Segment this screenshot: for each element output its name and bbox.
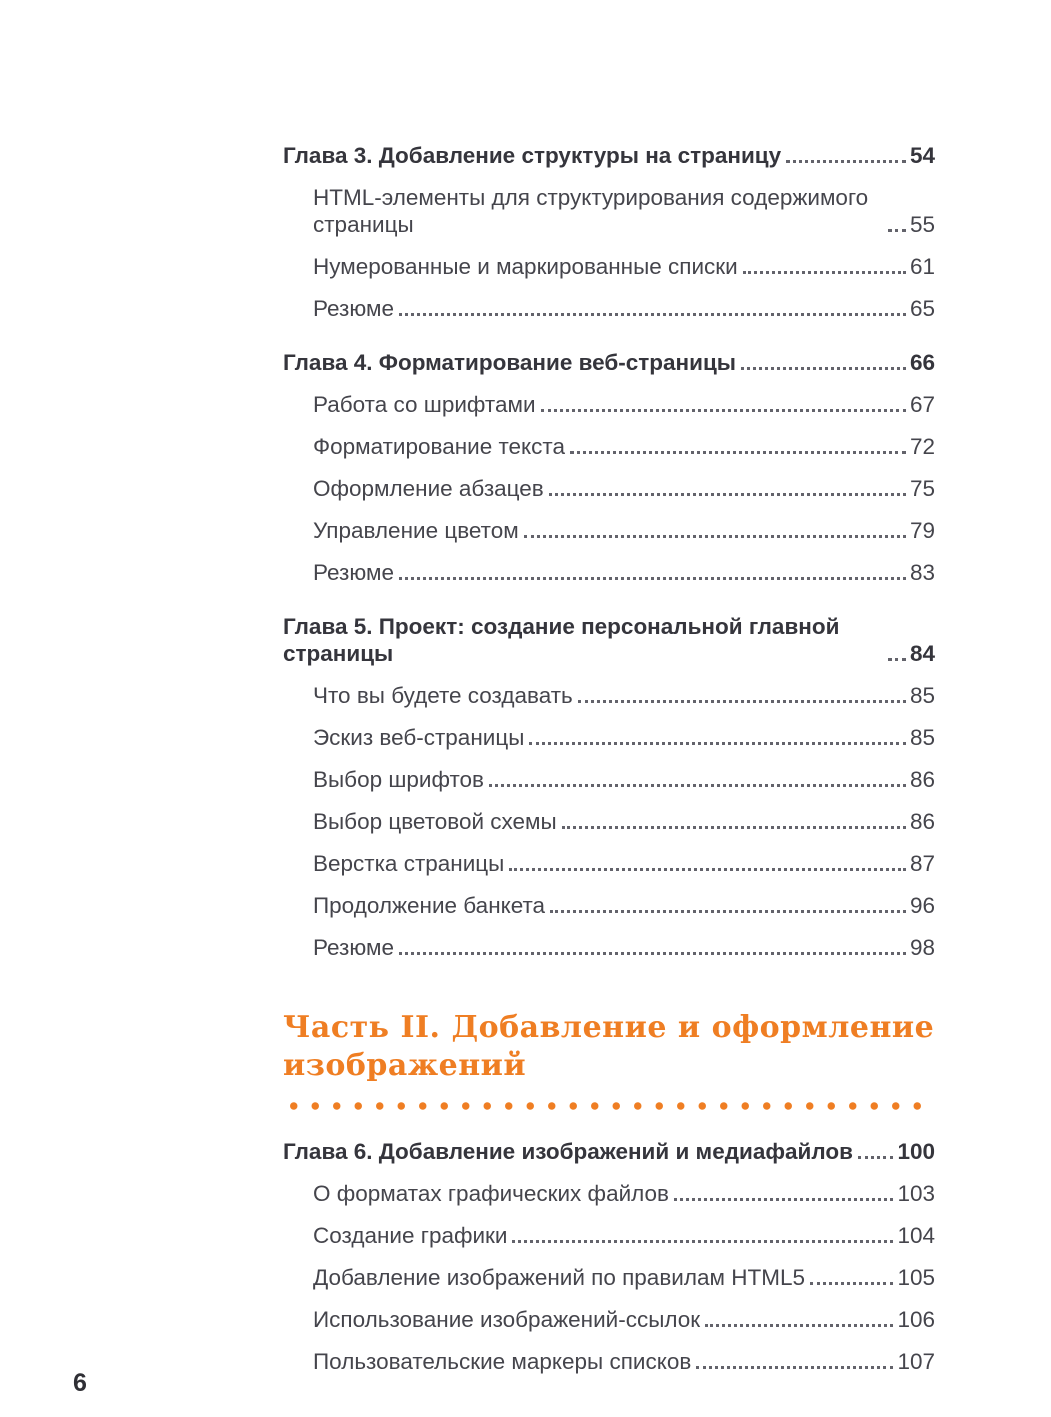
toc-title: Эскиз веб-страницы — [313, 725, 525, 750]
toc-entry-row — [283, 433, 935, 460]
toc-title: Использование изображений-ссылок — [313, 1307, 701, 1332]
dot-leader — [888, 229, 906, 232]
dot-leader — [399, 313, 906, 316]
toc-entry-row — [283, 391, 935, 418]
toc-entry-row — [283, 295, 935, 322]
dot-leader — [489, 784, 906, 787]
toc-title: Глава 6. Добавление изображений и медиафайлов — [283, 1139, 853, 1164]
toc-chapter-row — [283, 613, 935, 667]
toc-page-ref: 54 — [909, 143, 935, 168]
dot-leader — [578, 700, 906, 703]
toc-chapter-row — [283, 142, 935, 169]
dot-leader — [512, 1240, 893, 1243]
part-heading: Часть II. Добавление и оформление изображений — [283, 1010, 935, 1083]
toc-entry-row — [283, 682, 935, 709]
toc-page-ref: 86 — [909, 809, 935, 834]
toc-page-ref: 106 — [897, 1307, 935, 1332]
toc-page-ref: 85 — [909, 725, 935, 750]
dot-leader — [696, 1366, 893, 1369]
dot-leader — [570, 451, 906, 454]
dot-leader — [705, 1324, 893, 1327]
dot-leader — [550, 910, 906, 913]
toc-page-ref: 83 — [909, 560, 935, 585]
toc-title: Управление цветом — [313, 518, 519, 543]
dot-leader — [399, 577, 906, 580]
toc-title: Работа со шрифтами — [313, 392, 536, 417]
toc-entry-row — [283, 1222, 935, 1249]
toc-title: Оформление абзацев — [313, 476, 544, 501]
dot-leader — [786, 160, 906, 163]
dot-leader — [810, 1282, 893, 1285]
toc-title: Создание графики — [313, 1223, 508, 1248]
toc-title: Нумерованные и маркированные списки — [313, 254, 738, 279]
toc-title: Резюме — [313, 296, 394, 321]
toc-title: Форматирование текста — [313, 434, 565, 459]
toc-entry-row — [283, 724, 935, 751]
toc-page-ref: 107 — [897, 1349, 935, 1374]
dot-leader — [399, 952, 906, 955]
toc-title: Выбор цветовой схемы — [313, 809, 557, 834]
toc-page-ref: 103 — [897, 1181, 935, 1206]
toc-entry-row — [283, 475, 935, 502]
dot-leader — [509, 868, 906, 871]
dot-leader — [888, 658, 906, 661]
toc-title: HTML-элементы для структурирования содержимого страницы — [313, 185, 869, 237]
toc-title: Резюме — [313, 935, 394, 960]
toc-page-ref: 55 — [909, 212, 935, 237]
toc-title: Верстка страницы — [313, 851, 505, 876]
toc-entry-row — [283, 1348, 935, 1375]
toc-page-ref: 75 — [909, 476, 935, 501]
toc-entry-row — [283, 184, 935, 238]
toc-title: Глава 3. Добавление структуры на страницу — [283, 143, 782, 168]
dot-leader — [541, 409, 906, 412]
toc-page-ref: 100 — [897, 1139, 935, 1164]
part-dotted-rule — [283, 1101, 935, 1111]
toc-entry-row — [283, 1306, 935, 1333]
toc-page-ref: 65 — [909, 296, 935, 321]
toc-page-ref: 105 — [897, 1265, 935, 1290]
toc-entry-row — [283, 559, 935, 586]
table-of-contents — [283, 142, 935, 1390]
page-number: 6 — [73, 1369, 87, 1397]
dot-leader — [529, 742, 906, 745]
toc-entry-row — [283, 934, 935, 961]
toc-page-ref: 87 — [909, 851, 935, 876]
toc-page-ref: 67 — [909, 392, 935, 417]
toc-entry-row — [283, 1264, 935, 1291]
dot-leader — [524, 535, 906, 538]
toc-page-ref: 79 — [909, 518, 935, 543]
toc-title: Резюме — [313, 560, 394, 585]
toc-title: Выбор шрифтов — [313, 767, 485, 792]
toc-page-ref: 96 — [909, 893, 935, 918]
toc-chapter-row — [283, 349, 935, 376]
dot-leader — [858, 1156, 894, 1159]
toc-title: Глава 4. Форматирование веб-страницы — [283, 350, 736, 375]
toc-entry-row — [283, 253, 935, 280]
toc-title: Добавление изображений по правилам HTML5 — [313, 1265, 805, 1290]
toc-page-ref: 98 — [909, 935, 935, 960]
toc-chapter-row — [283, 1138, 935, 1165]
toc-page-ref: 104 — [897, 1223, 935, 1248]
toc-entry-row — [283, 517, 935, 544]
toc-entry-row — [283, 892, 935, 919]
dot-leader — [741, 367, 906, 370]
dot-leader — [549, 493, 906, 496]
toc-title: Продолжение банкета — [313, 893, 546, 918]
toc-entry-row — [283, 1180, 935, 1207]
toc-title: Пользовательские маркеры списков — [313, 1349, 692, 1374]
dot-leader — [562, 826, 906, 829]
toc-page-ref: 84 — [909, 641, 935, 666]
toc-title: О форматах графических файлов — [313, 1181, 670, 1206]
toc-page-ref: 85 — [909, 683, 935, 708]
toc-entry-row — [283, 808, 935, 835]
toc-page-ref: 86 — [909, 767, 935, 792]
toc-title: Что вы будете создавать — [313, 683, 573, 708]
toc-title: Глава 5. Проект: создание персональной главной страницы — [283, 614, 840, 666]
toc-page-ref: 66 — [909, 350, 935, 375]
toc-page-ref: 61 — [909, 254, 935, 279]
toc-entry-row — [283, 850, 935, 877]
dot-leader — [674, 1198, 893, 1201]
dot-leader — [743, 271, 906, 274]
toc-page-ref: 72 — [909, 434, 935, 459]
toc-entry-row — [283, 766, 935, 793]
